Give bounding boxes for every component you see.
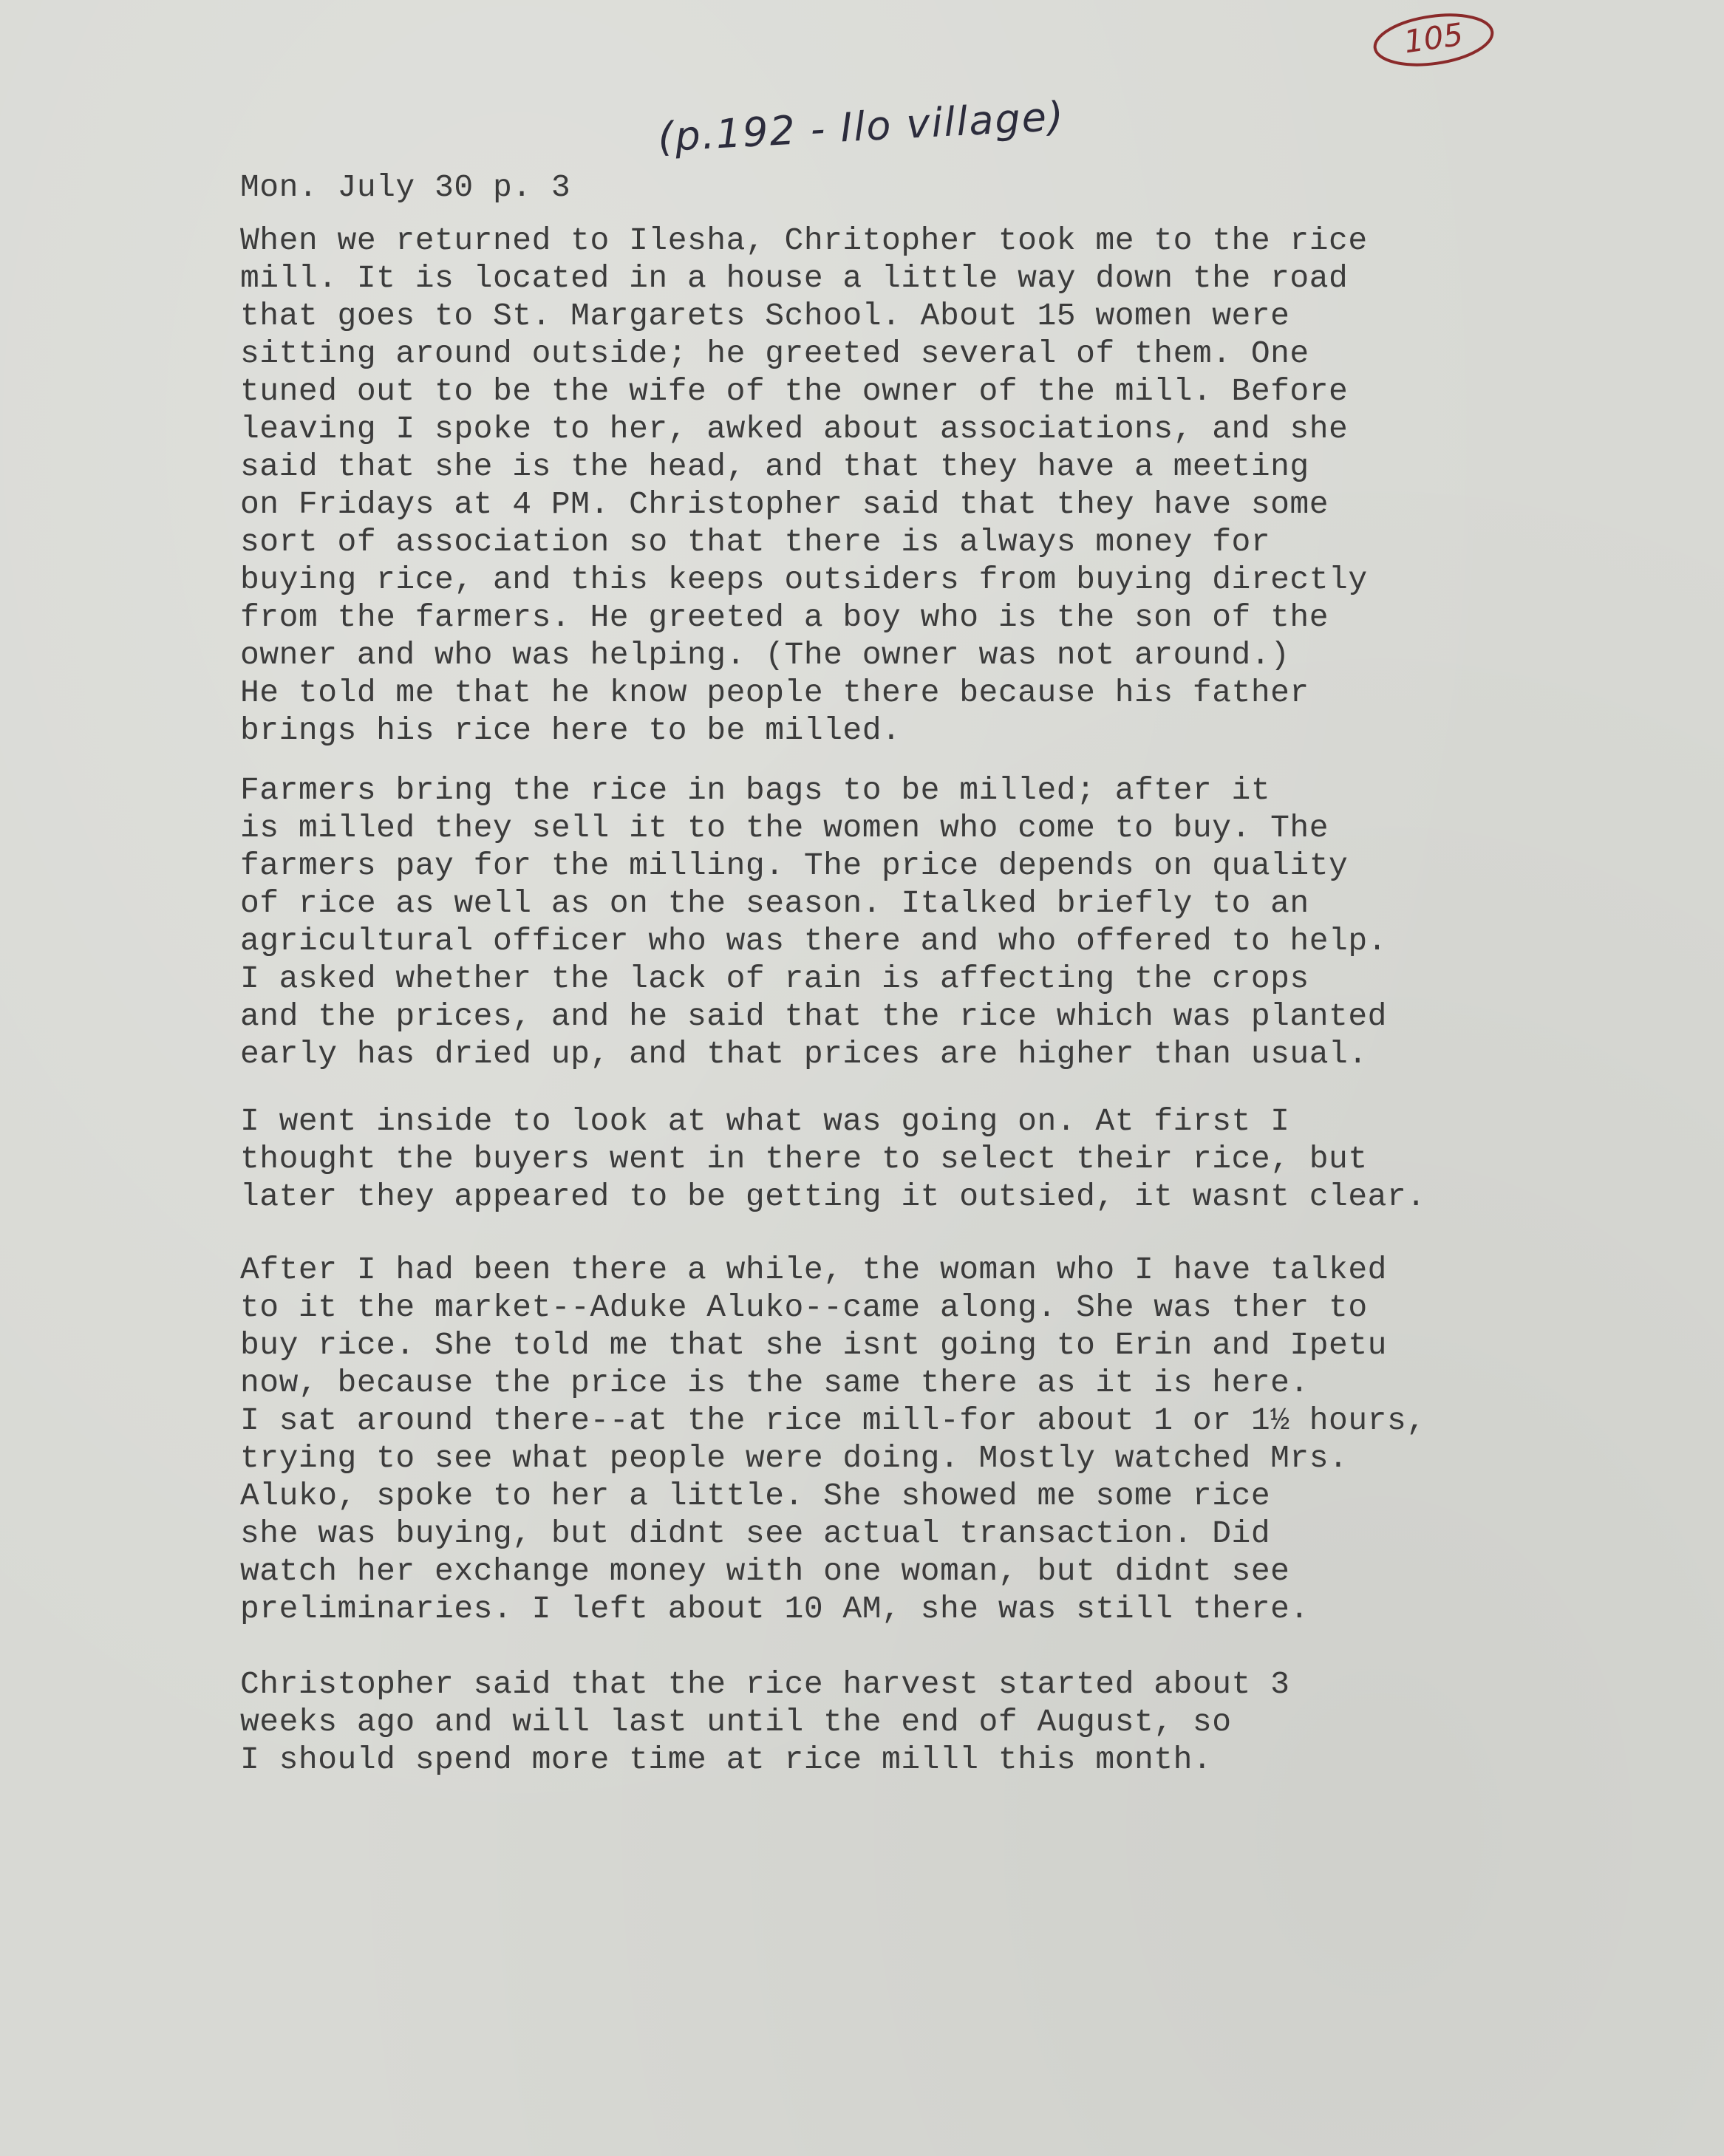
text-line: owner and who was helping. (The owner was not around.) bbox=[240, 637, 1290, 673]
text-line: sort of association so that there is always money for bbox=[240, 524, 1271, 560]
text-line: leaving I spoke to her, awked about associations, and she bbox=[240, 411, 1349, 447]
text-line: preliminaries. I left about 10 AM, she was still there. bbox=[240, 1591, 1309, 1627]
text-line: sitting around outside; he greeted several of them. One bbox=[240, 335, 1309, 372]
text-line: later they appeared to be getting it outsied, it wasnt clear. bbox=[240, 1178, 1426, 1215]
text-line: now, because the price is the same there as it is here. bbox=[240, 1365, 1309, 1401]
text-line: on Fridays at 4 PM. Christopher said that they have some bbox=[240, 486, 1329, 522]
text-line: agricultural officer who was there and who offered to help. bbox=[240, 923, 1387, 959]
text-line: I sat around there--at the rice mill-for about 1 or 1½ hours, bbox=[240, 1402, 1426, 1439]
text-line: mill. It is located in a house a little way down the road bbox=[240, 260, 1349, 296]
paragraph-3 bbox=[240, 1102, 1681, 1215]
text-line: from the farmers. He greeted a boy who is the son of the bbox=[240, 599, 1329, 635]
text-line: early has dried up, and that prices are higher than usual. bbox=[240, 1036, 1368, 1072]
text-line: watch her exchange money with one woman, but didnt see bbox=[240, 1553, 1290, 1589]
text-line: buy rice. She told me that she isnt going to Erin and Ipetu bbox=[240, 1327, 1387, 1363]
paragraph-2 bbox=[240, 771, 1681, 1073]
text-line: is milled they sell it to the women who come to buy. The bbox=[240, 810, 1329, 846]
page-number: 105 bbox=[1401, 16, 1466, 61]
text-line: thought the buyers went in there to select their rice, but bbox=[240, 1141, 1368, 1177]
text-line: Christopher said that the rice harvest started about 3 bbox=[240, 1666, 1290, 1702]
paragraph-1 bbox=[240, 222, 1681, 749]
text-line: to it the market--Aduke Aluko--came along. She was ther to bbox=[240, 1289, 1368, 1326]
text-line: I went inside to look at what was going on. At first I bbox=[240, 1103, 1290, 1139]
text-line: that goes to St. Margarets School. About 15 women were bbox=[240, 298, 1290, 334]
text-line: trying to see what people were doing. Mostly watched Mrs. bbox=[240, 1440, 1349, 1476]
text-line: buying rice, and this keeps outsiders from buying directly bbox=[240, 562, 1368, 598]
text-line: said that she is the head, and that they have a meeting bbox=[240, 448, 1309, 485]
text-line: brings his rice here to be milled. bbox=[240, 712, 902, 748]
text-line: Aluko, spoke to her a little. She showed me some rice bbox=[240, 1478, 1271, 1514]
paragraph-4 bbox=[240, 1251, 1681, 1628]
text-line: weeks ago and will last until the end of August, so bbox=[240, 1704, 1232, 1740]
handwritten-note: (p.192 - Ilo village) bbox=[656, 92, 1066, 161]
text-line: I should spend more time at rice milll this month. bbox=[240, 1741, 1213, 1778]
text-line: she was buying, but didnt see actual transaction. Did bbox=[240, 1515, 1271, 1552]
text-line: tuned out to be the wife of the owner of the mill. Before bbox=[240, 373, 1349, 409]
text-line: He told me that he know people there because his father bbox=[240, 675, 1309, 711]
text-line: and the prices, and he said that the rice which was planted bbox=[240, 998, 1387, 1034]
text-line: Farmers bring the rice in bags to be milled; after it bbox=[240, 772, 1271, 808]
paragraph-5 bbox=[240, 1665, 1681, 1778]
text-line: When we returned to Ilesha, Chritopher took me to the rice bbox=[240, 222, 1368, 259]
text-line: of rice as well as on the season. Italked briefly to an bbox=[240, 885, 1309, 921]
page-number-circle bbox=[1371, 9, 1496, 68]
text-line: I asked whether the lack of rain is affecting the crops bbox=[240, 961, 1309, 997]
text-line: After I had been there a while, the woman who I have talked bbox=[240, 1252, 1387, 1288]
entry-heading: Mon. July 30 p. 3 bbox=[240, 169, 571, 205]
text-line: farmers pay for the milling. The price depends on quality bbox=[240, 847, 1349, 884]
